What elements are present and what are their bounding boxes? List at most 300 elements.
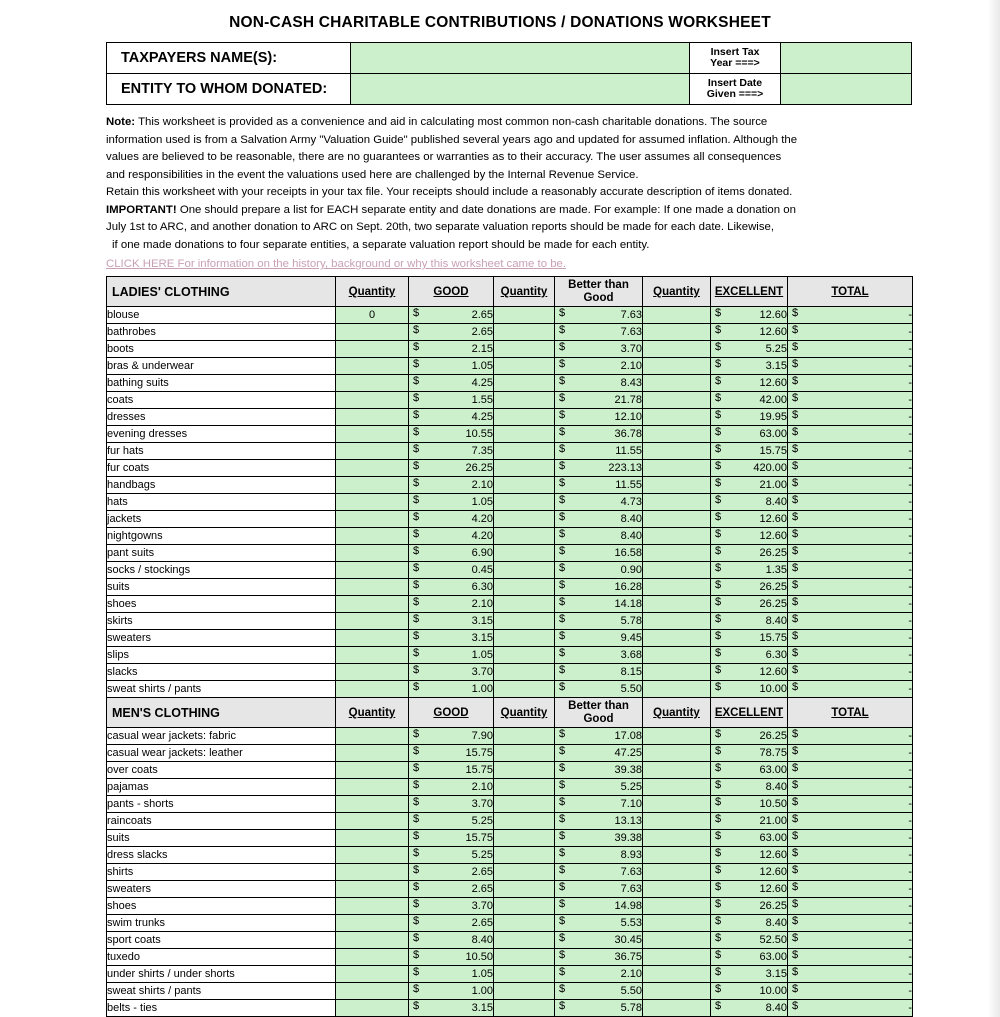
note-label: Note: [106,116,136,128]
price-excellent-cell: $ 12.60 [711,324,788,341]
price-excellent-cell: $ 12.60 [711,881,788,898]
price-excellent-cell: $ 15.75 [711,443,788,460]
quantity-excellent-input[interactable] [643,460,711,477]
quantity-good-input[interactable] [336,460,409,477]
quantity-excellent-input[interactable] [643,762,711,779]
price-better-cell: $ 2.10 [555,966,643,983]
quantity-better-input[interactable] [494,847,555,864]
table-row [107,562,913,579]
table-row [107,830,913,847]
price-better-cell: $ 8.43 [555,375,643,392]
price-good-cell: $ 1.05 [409,647,494,664]
note-line-8: if one made donations to four separate entities, a separate valuation report should be made for each entity. [112,238,650,251]
price-excellent-cell: $ 3.15 [711,966,788,983]
item-name-cell: coats [107,392,336,409]
price-better-cell: $ 11.55 [555,477,643,494]
quantity-better-input[interactable] [494,779,555,796]
quantity-good-input[interactable] [336,375,409,392]
price-excellent-cell: $ 52.50 [711,932,788,949]
item-name-cell: swim trunks [107,915,336,932]
quantity-excellent-input[interactable] [643,1000,711,1017]
quantity-good-input[interactable] [336,983,409,1000]
price-excellent-cell: $ 21.00 [711,813,788,830]
price-good-cell: $ 4.20 [409,528,494,545]
table-row [107,915,913,932]
item-name-cell: evening dresses [107,426,336,443]
quantity-good-input[interactable] [336,762,409,779]
insert-tax-year-label: Insert Tax Year ===> [690,43,781,74]
quantity-excellent-input[interactable] [643,477,711,494]
insert-tax-year-input[interactable] [781,43,912,74]
quantity-better-input[interactable] [494,664,555,681]
quantity-better-input[interactable] [494,1000,555,1017]
quantity-excellent-input[interactable] [643,847,711,864]
price-good-cell: $ 6.30 [409,579,494,596]
note-line-4: and responsibilities in the event the valuations used here are challenged by the Internal Revenue Service. [106,168,639,181]
section-header-row [107,277,913,307]
insert-date-given-input[interactable] [781,74,912,105]
table-row [107,796,913,813]
quantity-better-input[interactable] [494,949,555,966]
taxpayers-name-label: TAXPAYERS NAME(S): [107,43,351,74]
quantity-excellent-input[interactable] [643,562,711,579]
quantity-excellent-input[interactable] [643,949,711,966]
table-row [107,528,913,545]
quantity-better-input[interactable] [494,830,555,847]
row-total-cell: $ - [788,562,913,579]
row-total-cell: $ - [788,545,913,562]
quantity-better-input[interactable] [494,647,555,664]
table-row [107,630,913,647]
price-good-cell: $ 5.25 [409,847,494,864]
price-good-cell: $ 3.15 [409,630,494,647]
price-better-cell: $ 39.38 [555,830,643,847]
quantity-excellent-input[interactable] [643,813,711,830]
quantity-better-input[interactable] [494,528,555,545]
quantity-good-input[interactable] [336,341,409,358]
price-better-cell: $ 4.73 [555,494,643,511]
quantity-better-input[interactable] [494,375,555,392]
quantity-better-input[interactable] [494,898,555,915]
row-total-cell: $ - [788,664,913,681]
quantity-better-input[interactable] [494,307,555,324]
quantity-good-input[interactable] [336,898,409,915]
quantity-good-input[interactable] [336,528,409,545]
price-good-cell: $ 0.45 [409,562,494,579]
quantity-excellent-input[interactable] [643,426,711,443]
item-name-cell: casual wear jackets: leather [107,745,336,762]
quantity-better-input[interactable] [494,409,555,426]
item-name-cell: slacks [107,664,336,681]
quantity-good-input[interactable] [336,494,409,511]
column-header-good: GOOD [409,698,494,728]
quantity-good-input[interactable] [336,1000,409,1017]
quantity-excellent-input[interactable] [643,864,711,881]
quantity-better-input[interactable] [494,966,555,983]
item-name-cell: tuxedo [107,949,336,966]
quantity-good-input[interactable] [336,966,409,983]
quantity-excellent-input[interactable] [643,745,711,762]
section-header-row [107,698,913,728]
price-good-cell: $ 1.05 [409,494,494,511]
quantity-excellent-input[interactable] [643,932,711,949]
item-name-cell: pant suits [107,545,336,562]
row-total-cell: $ - [788,779,913,796]
row-total-cell: $ - [788,647,913,664]
quantity-better-input[interactable] [494,324,555,341]
quantity-good-input[interactable] [336,864,409,881]
price-excellent-cell: $ 3.15 [711,358,788,375]
item-name-cell: hats [107,494,336,511]
quantity-better-input[interactable] [494,728,555,745]
note-line-1: This worksheet is provided as a convenience and aid in calculating most common non-cash charitable donations. The source [138,116,768,128]
price-excellent-cell: $ 8.40 [711,494,788,511]
header-info-table [106,42,912,105]
row-total-cell: $ - [788,915,913,932]
quantity-better-input[interactable] [494,443,555,460]
row-total-cell: $ - [788,762,913,779]
quantity-good-input[interactable] [336,443,409,460]
quantity-excellent-input[interactable] [643,528,711,545]
quantity-good-input[interactable] [336,813,409,830]
quantity-excellent-input[interactable] [643,494,711,511]
item-name-cell: socks / stockings [107,562,336,579]
quantity-better-input[interactable] [494,745,555,762]
quantity-better-input[interactable] [494,460,555,477]
price-better-cell: $ 17.08 [555,728,643,745]
table-row [107,426,913,443]
column-header-quantity-better: Quantity [494,277,555,307]
entity-input[interactable] [351,74,690,105]
item-name-cell: fur hats [107,443,336,460]
quantity-good-input[interactable] [336,511,409,528]
item-name-cell: dresses [107,409,336,426]
row-total-cell: $ - [788,847,913,864]
price-better-cell: $ 47.25 [555,745,643,762]
quantity-good-input[interactable] [336,562,409,579]
table-row [107,613,913,630]
column-header-total: TOTAL [788,698,913,728]
quantity-better-input[interactable] [494,864,555,881]
table-row [107,358,913,375]
item-name-cell: sweaters [107,630,336,647]
row-total-cell: $ - [788,949,913,966]
quantity-good-input[interactable] [336,664,409,681]
quantity-excellent-input[interactable] [643,630,711,647]
price-excellent-cell: $ 10.00 [711,983,788,1000]
quantity-good-input[interactable] [336,613,409,630]
section-category-label: MEN'S CLOTHING [107,698,336,728]
quantity-good-input[interactable] [336,358,409,375]
quantity-excellent-input[interactable] [643,915,711,932]
quantity-excellent-input[interactable] [643,409,711,426]
price-good-cell: $ 1.00 [409,681,494,698]
quantity-excellent-input[interactable] [643,307,711,324]
quantity-excellent-input[interactable] [643,358,711,375]
price-good-cell: $ 3.15 [409,613,494,630]
price-better-cell: $ 36.75 [555,949,643,966]
price-excellent-cell: $ 26.25 [711,898,788,915]
quantity-better-input[interactable] [494,358,555,375]
price-better-cell: $ 36.78 [555,426,643,443]
price-excellent-cell: $ 26.25 [711,545,788,562]
price-good-cell: $ 4.20 [409,511,494,528]
table-row [107,647,913,664]
item-name-cell: nightgowns [107,528,336,545]
quantity-better-input[interactable] [494,613,555,630]
quantity-better-input[interactable] [494,630,555,647]
item-name-cell: sport coats [107,932,336,949]
price-good-cell: $ 26.25 [409,460,494,477]
price-excellent-cell: $ 12.60 [711,375,788,392]
click-here-link[interactable]: CLICK HERE For information on the history, background or why this worksheet came to be. [106,258,567,271]
quantity-good-input[interactable] [336,579,409,596]
table-row [107,728,913,745]
quantity-good-input[interactable]: 0 [336,307,409,324]
price-good-cell: $ 1.00 [409,983,494,1000]
price-better-cell: $ 8.40 [555,511,643,528]
price-good-cell: $ 2.65 [409,864,494,881]
quantity-better-input[interactable] [494,796,555,813]
price-better-cell: $ 3.68 [555,647,643,664]
price-better-cell: $ 11.55 [555,443,643,460]
item-name-cell: under shirts / under shorts [107,966,336,983]
quantity-excellent-input[interactable] [643,983,711,1000]
column-header-better-than-good: Better than Good [555,698,643,728]
quantity-excellent-input[interactable] [643,664,711,681]
column-header-better-than-good: Better than Good [555,277,643,307]
price-good-cell: $ 7.90 [409,728,494,745]
item-name-cell: pajamas [107,779,336,796]
price-better-cell: $ 8.93 [555,847,643,864]
price-better-cell: $ 13.13 [555,813,643,830]
column-header-quantity-better: Quantity [494,698,555,728]
price-good-cell: $ 1.05 [409,966,494,983]
price-better-cell: $ 8.15 [555,664,643,681]
quantity-excellent-input[interactable] [643,881,711,898]
price-good-cell: $ 2.10 [409,596,494,613]
price-better-cell: $ 3.70 [555,341,643,358]
row-total-cell: $ - [788,392,913,409]
quantity-better-input[interactable] [494,596,555,613]
price-excellent-cell: $ 21.00 [711,477,788,494]
price-better-cell: $ 7.63 [555,324,643,341]
price-excellent-cell: $ 78.75 [711,745,788,762]
taxpayers-name-input[interactable] [351,43,690,74]
quantity-excellent-input[interactable] [643,830,711,847]
quantity-good-input[interactable] [336,630,409,647]
price-good-cell: $ 1.55 [409,392,494,409]
table-row [107,375,913,392]
quantity-better-input[interactable] [494,477,555,494]
entity-label: ENTITY TO WHOM DONATED: [107,74,351,105]
row-total-cell: $ - [788,341,913,358]
price-excellent-cell: $ 10.00 [711,681,788,698]
quantity-better-input[interactable] [494,426,555,443]
table-row [107,898,913,915]
quantity-excellent-input[interactable] [643,579,711,596]
row-total-cell: $ - [788,898,913,915]
row-total-cell: $ - [788,1000,913,1017]
table-row [107,1000,913,1017]
row-total-cell: $ - [788,613,913,630]
row-total-cell: $ - [788,528,913,545]
price-good-cell: $ 3.70 [409,664,494,681]
price-excellent-cell: $ 42.00 [711,392,788,409]
item-name-cell: slips [107,647,336,664]
price-good-cell: $ 10.50 [409,949,494,966]
column-header-quantity-good: Quantity [336,698,409,728]
row-total-cell: $ - [788,813,913,830]
price-better-cell: $ 39.38 [555,762,643,779]
quantity-better-input[interactable] [494,762,555,779]
quantity-better-input[interactable] [494,813,555,830]
quantity-good-input[interactable] [336,409,409,426]
quantity-good-input[interactable] [336,681,409,698]
quantity-good-input[interactable] [336,545,409,562]
quantity-good-input[interactable] [336,426,409,443]
quantity-excellent-input[interactable] [643,728,711,745]
item-name-cell: casual wear jackets: fabric [107,728,336,745]
quantity-better-input[interactable] [494,562,555,579]
quantity-better-input[interactable] [494,341,555,358]
quantity-better-input[interactable] [494,681,555,698]
quantity-good-input[interactable] [336,830,409,847]
quantity-good-input[interactable] [336,647,409,664]
price-better-cell: $ 12.10 [555,409,643,426]
quantity-better-input[interactable] [494,494,555,511]
price-excellent-cell: $ 1.35 [711,562,788,579]
quantity-good-input[interactable] [336,596,409,613]
price-better-cell: $ 30.45 [555,932,643,949]
quantity-excellent-input[interactable] [643,341,711,358]
price-good-cell: $ 2.10 [409,477,494,494]
quantity-better-input[interactable] [494,983,555,1000]
table-row [107,596,913,613]
quantity-good-input[interactable] [336,324,409,341]
table-row [107,324,913,341]
quantity-excellent-input[interactable] [643,613,711,630]
table-row [107,813,913,830]
price-excellent-cell: $ 26.25 [711,579,788,596]
item-name-cell: handbags [107,477,336,494]
price-excellent-cell: $ 12.60 [711,864,788,881]
item-name-cell: sweat shirts / pants [107,681,336,698]
price-excellent-cell: $ 63.00 [711,949,788,966]
price-excellent-cell: $ 420.00 [711,460,788,477]
quantity-better-input[interactable] [494,579,555,596]
quantity-better-input[interactable] [494,932,555,949]
quantity-excellent-input[interactable] [643,796,711,813]
price-excellent-cell: $ 8.40 [711,915,788,932]
item-name-cell: pants - shorts [107,796,336,813]
price-better-cell: $ 5.50 [555,983,643,1000]
quantity-excellent-input[interactable] [643,966,711,983]
table-row [107,681,913,698]
quantity-good-input[interactable] [336,915,409,932]
quantity-good-input[interactable] [336,796,409,813]
quantity-excellent-input[interactable] [643,392,711,409]
item-name-cell: sweaters [107,881,336,898]
quantity-good-input[interactable] [336,779,409,796]
important-label: IMPORTANT! [106,203,177,216]
row-total-cell: $ - [788,966,913,983]
quantity-better-input[interactable] [494,511,555,528]
quantity-excellent-input[interactable] [643,647,711,664]
price-excellent-cell: $ 12.60 [711,511,788,528]
table-row [107,443,913,460]
quantity-excellent-input[interactable] [643,443,711,460]
page-edge-shadow [988,0,1000,1017]
quantity-good-input[interactable] [336,745,409,762]
quantity-excellent-input[interactable] [643,779,711,796]
quantity-good-input[interactable] [336,477,409,494]
item-name-cell: over coats [107,762,336,779]
quantity-good-input[interactable] [336,932,409,949]
table-row [107,745,913,762]
row-total-cell: $ - [788,579,913,596]
quantity-better-input[interactable] [494,545,555,562]
quantity-excellent-input[interactable] [643,324,711,341]
quantity-excellent-input[interactable] [643,511,711,528]
column-header-excellent: EXCELLENT [711,698,788,728]
row-total-cell: $ - [788,881,913,898]
row-total-cell: $ - [788,864,913,881]
quantity-better-input[interactable] [494,915,555,932]
price-excellent-cell: $ 8.40 [711,613,788,630]
quantity-excellent-input[interactable] [643,596,711,613]
quantity-excellent-input[interactable] [643,545,711,562]
quantity-good-input[interactable] [336,847,409,864]
row-total-cell: $ - [788,324,913,341]
table-row [107,392,913,409]
entity-row [107,74,912,105]
table-row [107,460,913,477]
price-good-cell: $ 15.75 [409,830,494,847]
item-name-cell: sweat shirts / pants [107,983,336,1000]
item-name-cell: shoes [107,596,336,613]
column-header-total: TOTAL [788,277,913,307]
quantity-good-input[interactable] [336,392,409,409]
quantity-good-input[interactable] [336,881,409,898]
row-total-cell: $ - [788,630,913,647]
quantity-excellent-input[interactable] [643,898,711,915]
price-good-cell: $ 5.25 [409,813,494,830]
price-good-cell: $ 4.25 [409,409,494,426]
row-total-cell: $ - [788,307,913,324]
price-excellent-cell: $ 63.00 [711,762,788,779]
price-good-cell: $ 2.10 [409,779,494,796]
quantity-better-input[interactable] [494,881,555,898]
note-block [106,114,912,253]
price-excellent-cell: $ 12.60 [711,528,788,545]
row-total-cell: $ - [788,409,913,426]
quantity-good-input[interactable] [336,949,409,966]
table-row [107,932,913,949]
row-total-cell: $ - [788,426,913,443]
price-better-cell: $ 9.45 [555,630,643,647]
quantity-excellent-input[interactable] [643,681,711,698]
quantity-good-input[interactable] [336,728,409,745]
quantity-excellent-input[interactable] [643,375,711,392]
table-row [107,762,913,779]
price-good-cell: $ 15.75 [409,762,494,779]
table-row [107,779,913,796]
price-good-cell: $ 15.75 [409,745,494,762]
quantity-better-input[interactable] [494,392,555,409]
note-line-2: information used is from a Salvation Army "Valuation Guide" published several years ago and updated for assumed inflation. Although the [106,133,798,146]
item-name-cell: bathing suits [107,375,336,392]
